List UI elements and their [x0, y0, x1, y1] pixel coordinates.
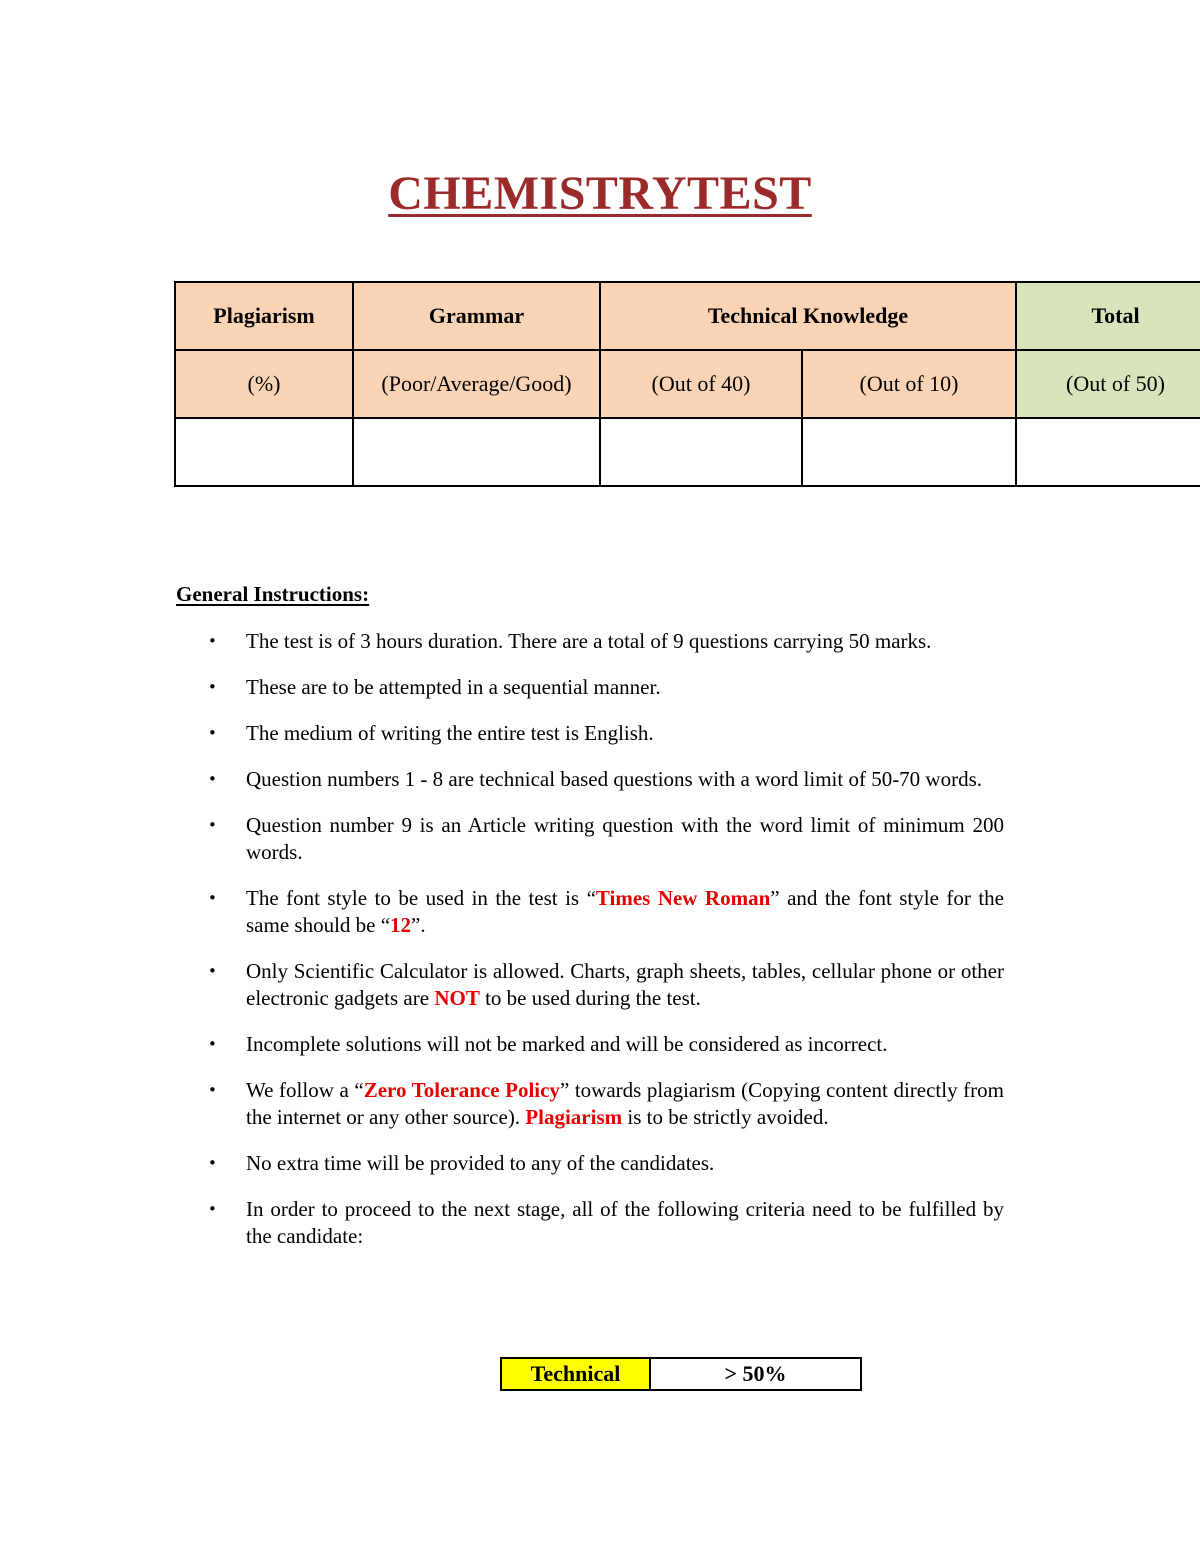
bullet-icon: • — [208, 1035, 217, 1053]
technical-out-of-40-unit: (Out of 40) — [600, 350, 802, 418]
zero-tolerance-highlight: Zero Tolerance Policy — [363, 1078, 560, 1102]
instruction-text-part: ” and the font style for the same should be “ — [246, 886, 1004, 937]
list-item — [206, 1196, 1004, 1250]
score-table-entry-row — [175, 418, 1200, 486]
instruction-text: In order to proceed to the next stage, all of the following criteria need to be fulfilled by the candidate: — [246, 1197, 1004, 1248]
bullet-icon: • — [208, 816, 217, 834]
instructions-heading: General Instructions: — [176, 582, 370, 606]
instruction-text-part: is to be strictly avoided. — [622, 1105, 829, 1129]
grammar-header: Grammar — [353, 282, 600, 350]
bullet-icon: • — [208, 632, 217, 650]
grammar-unit: (Poor/Average/Good) — [353, 350, 600, 418]
instruction-text: These are to be attempted in a sequential manner. — [246, 675, 661, 699]
instruction-text: Question number 9 is an Article writing question with the word limit of minimum 200 words. — [246, 813, 1004, 864]
instruction-text: Question numbers 1 - 8 are technical based questions with a word limit of 50-70 words. — [246, 767, 983, 791]
instruction-text: The medium of writing the entire test is English. — [246, 721, 654, 745]
criteria-table — [500, 1357, 862, 1391]
score-table — [174, 281, 1200, 487]
list-item — [206, 674, 1004, 701]
criteria-value: > 50% — [650, 1358, 861, 1390]
list-item — [206, 766, 1004, 793]
bullet-icon: • — [208, 678, 217, 696]
list-item — [206, 885, 1004, 939]
criteria-row — [501, 1358, 861, 1390]
list-item — [206, 812, 1004, 866]
grammar-entry-cell[interactable] — [353, 418, 600, 486]
page-title: CHEMISTRYTEST — [388, 167, 812, 220]
bullet-icon: • — [208, 724, 217, 742]
plagiarism-highlight: Plagiarism — [525, 1105, 623, 1129]
list-item — [206, 958, 1004, 1012]
technical-out-of-10-unit: (Out of 10) — [802, 350, 1016, 418]
instruction-text-part: to be used during the test. — [479, 986, 701, 1010]
technical-knowledge-header: Technical Knowledge — [600, 282, 1016, 350]
total-header: Total — [1016, 282, 1200, 350]
instruction-text-part: ”. — [411, 913, 426, 937]
technical-out-of-40-entry-cell[interactable] — [600, 418, 802, 486]
list-item — [206, 1077, 1004, 1131]
instructions-list — [206, 628, 1004, 1269]
score-table-unit-row — [175, 350, 1200, 418]
plagiarism-entry-cell[interactable] — [175, 418, 353, 486]
total-unit: (Out of 50) — [1016, 350, 1200, 418]
bullet-icon: • — [208, 889, 217, 907]
instruction-text-part: ” towards plagiarism (Copying content directly from the internet or any other source). — [246, 1078, 1004, 1129]
bullet-icon: • — [208, 962, 217, 980]
plagiarism-unit: (%) — [175, 350, 353, 418]
total-entry-cell[interactable] — [1016, 418, 1200, 486]
bullet-icon: • — [208, 1200, 217, 1218]
list-item — [206, 628, 1004, 655]
instruction-text: No extra time will be provided to any of the candidates. — [246, 1151, 715, 1175]
instruction-text — [246, 959, 1004, 1010]
bullet-icon: • — [208, 1081, 217, 1099]
instruction-text: Incomplete solutions will not be marked and will be considered as incorrect. — [246, 1032, 888, 1056]
font-size-highlight: 12 — [390, 913, 412, 937]
list-item — [206, 1150, 1004, 1177]
not-highlight: NOT — [434, 986, 480, 1010]
font-name-highlight: Times New Roman — [595, 886, 771, 910]
instruction-text: The test is of 3 hours duration. There are a total of 9 questions carrying 50 marks. — [246, 629, 932, 653]
technical-out-of-10-entry-cell[interactable] — [802, 418, 1016, 486]
instruction-text-part: Only Scientific Calculator is allowed. Charts, graph sheets, tables, cellular phone or other electronic gadgets are — [246, 959, 1004, 1010]
instruction-text — [246, 886, 1004, 937]
score-table-header-row — [175, 282, 1200, 350]
bullet-icon: • — [208, 1154, 217, 1172]
plagiarism-header: Plagiarism — [175, 282, 353, 350]
bullet-icon: • — [208, 770, 217, 788]
instruction-text — [246, 1078, 1004, 1129]
list-item — [206, 1031, 1004, 1058]
instruction-text-part: We follow a “ — [246, 1078, 364, 1102]
list-item — [206, 720, 1004, 747]
instruction-text-part: The font style to be used in the test is “ — [246, 886, 596, 910]
criteria-label: Technical — [501, 1358, 650, 1390]
